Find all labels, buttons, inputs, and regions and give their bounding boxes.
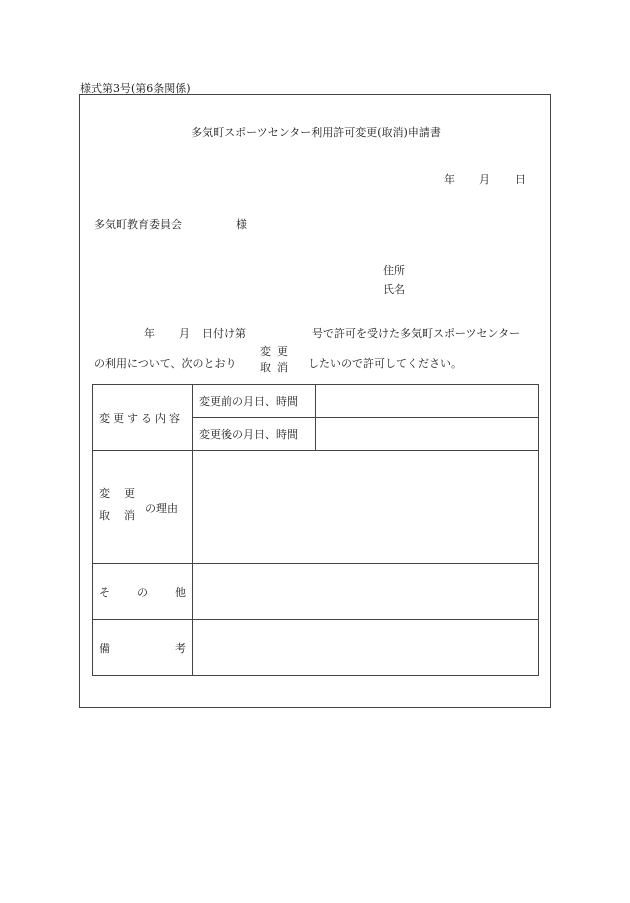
address-label: 住所 <box>383 264 405 277</box>
before-field[interactable] <box>316 385 539 418</box>
reason-cancel: 取消 <box>99 509 149 522</box>
application-table <box>92 384 539 676</box>
form-number-label: 様式第3号(第6条関係) <box>80 82 191 95</box>
reason-change: 変更 <box>99 487 149 500</box>
date-month: 月 <box>479 173 490 186</box>
after-field[interactable] <box>316 418 539 451</box>
after-label: 変更後の月日、時間 <box>193 418 316 451</box>
remarks-label <box>93 620 193 676</box>
other-char-3: 他 <box>175 585 186 599</box>
body-line2-end: したいので許可してください。 <box>308 357 462 370</box>
body-dated-no: 日付け第 <box>202 327 246 340</box>
remarks-field[interactable] <box>193 620 539 676</box>
body-month: 月 <box>179 327 190 340</box>
form-frame <box>79 94 551 708</box>
remarks-char-1: 備 <box>99 641 110 655</box>
date-day: 日 <box>515 173 526 186</box>
other-field[interactable] <box>193 564 539 620</box>
before-label: 変更前の月日、時間 <box>193 385 316 418</box>
option-cancel: 取消 <box>260 361 294 374</box>
other-char-1: そ <box>99 585 110 599</box>
other-label <box>93 564 193 620</box>
addressee: 多気町教育委員会 <box>94 218 182 231</box>
form-title: 多気町スポーツセンター利用許可変更(取消)申請書 <box>191 126 441 139</box>
honorific: 様 <box>236 218 247 231</box>
remarks-char-2: 考 <box>175 641 186 655</box>
other-char-2: の <box>137 585 148 599</box>
change-content-label: 変更する内容 <box>93 385 193 451</box>
name-label: 氏名 <box>383 283 405 296</box>
option-change-cancel <box>260 344 294 376</box>
reason-label <box>93 451 193 564</box>
option-change: 変更 <box>260 345 294 358</box>
reason-field[interactable] <box>193 451 539 564</box>
body-line1-rest: 号で許可を受けた多気町スポーツセンター <box>312 327 521 340</box>
reason-suffix: の理由 <box>145 502 178 515</box>
body-year: 年 <box>144 327 155 340</box>
body-line2-start: の利用について、次のとおり <box>94 357 237 370</box>
date-year: 年 <box>444 173 455 186</box>
